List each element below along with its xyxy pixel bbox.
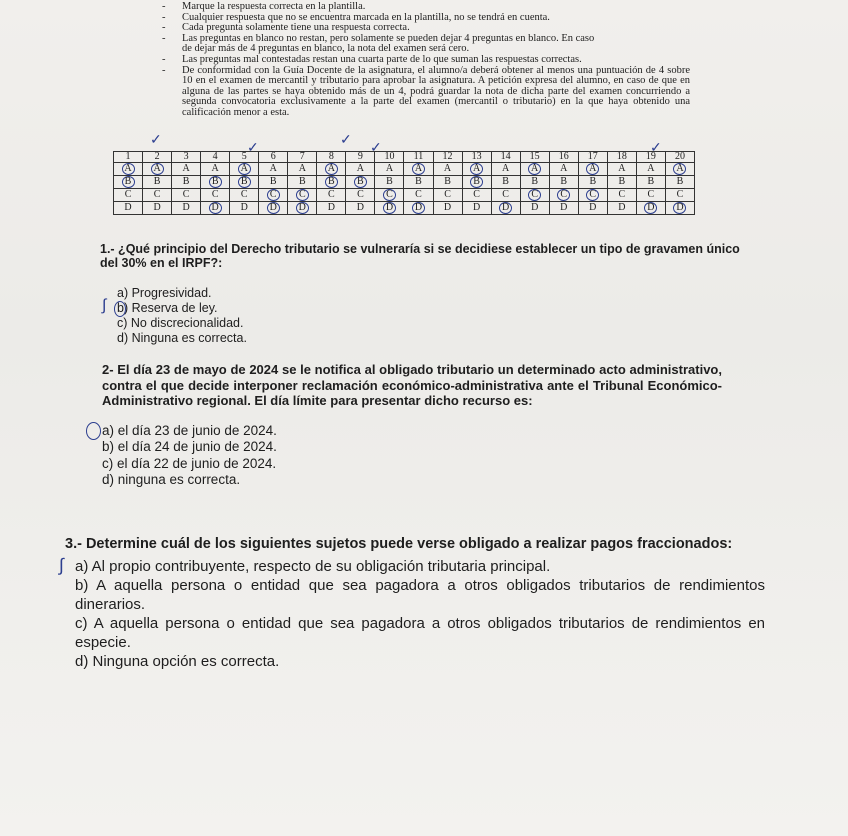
question-3 [59, 535, 765, 671]
checkmark-icon: ✓ [370, 139, 382, 155]
answer-option-cell [375, 189, 404, 202]
answer-option-cell [143, 202, 172, 215]
answer-option-cell [288, 176, 317, 189]
answer-option-letter: C [502, 189, 509, 200]
question-number-cell: 9 [346, 152, 375, 163]
answer-option-cell [491, 189, 520, 202]
answer-option-cell [578, 163, 607, 176]
question-1 [100, 242, 760, 346]
answer-option-cell [288, 163, 317, 176]
answer-option-cell [230, 176, 259, 189]
instruction-item: - Las preguntas mal contestadas restan una cuarta parte de lo que suman las respuestas correctas. [150, 55, 690, 66]
answer-option-cell [549, 163, 578, 176]
answer-option-letter: A [443, 163, 452, 174]
answer-sheet-row [114, 189, 695, 202]
answer-option-letter: D [327, 202, 335, 213]
question-3-option-a-label: a) Al propio contribuyente, respecto de su obligación tributaria principal. [75, 558, 551, 575]
answer-option-letter: C [211, 189, 219, 200]
answer-option-letter: D [673, 202, 686, 214]
answer-option-cell [520, 189, 549, 202]
question-2-option-a [102, 423, 722, 440]
answer-option-letter: C [444, 189, 451, 200]
answer-option-cell [346, 202, 375, 215]
answer-option-letter: D [296, 202, 309, 214]
answer-option-letter: C [676, 189, 684, 200]
answer-option-letter: C [328, 189, 335, 200]
question-2-option-d: d) ninguna es correcta. [102, 472, 241, 487]
question-number-cell: 6 [259, 152, 288, 163]
answer-option-letter: B [386, 176, 393, 187]
question-number-cell: 15 [520, 152, 549, 163]
answer-option-letter: C [153, 189, 161, 200]
answer-option-cell [114, 189, 143, 202]
answer-option-cell [462, 163, 491, 176]
answer-option-letter: A [211, 163, 219, 174]
answer-option-cell [433, 202, 462, 215]
question-number-cell: 1 [114, 152, 143, 163]
question-number-cell: 11 [404, 152, 433, 163]
question-2-option-c: c) el día 22 de junio de 2024. [102, 455, 277, 471]
answer-option-cell [172, 163, 201, 176]
answer-option-cell [375, 163, 404, 176]
answer-option-cell [346, 189, 375, 202]
answer-option-cell [172, 202, 201, 215]
answer-option-letter: D [499, 202, 512, 214]
answer-option-cell [259, 163, 288, 176]
check-tick-icon: ∫ [102, 297, 107, 314]
answer-option-cell [549, 189, 578, 202]
answer-option-cell [143, 189, 172, 202]
answer-option-cell [462, 202, 491, 215]
answer-sheet-row [114, 202, 695, 215]
answer-option-letter: A [647, 163, 655, 174]
answer-option-cell [259, 189, 288, 202]
answer-option-cell [259, 202, 288, 215]
answer-option-cell [404, 202, 433, 215]
answer-option-letter: A [673, 163, 686, 175]
question-2-option-b: b) el día 24 de junio de 2024. [102, 439, 277, 454]
answer-option-letter: C [296, 189, 309, 201]
answer-option-cell [491, 176, 520, 189]
answer-option-cell [288, 189, 317, 202]
answer-option-cell [404, 189, 433, 202]
answer-sheet-row [114, 163, 695, 176]
answer-option-letter: A [269, 163, 277, 174]
answer-option-letter: D [589, 202, 597, 213]
question-1-option-c: c) No discrecionalidad. [117, 316, 244, 330]
answer-option-letter: B [560, 176, 568, 187]
checkmark-icon: ✓ [247, 139, 259, 155]
answer-option-cell [665, 189, 694, 202]
answer-option-letter: B [470, 176, 483, 188]
answer-option-cell [462, 176, 491, 189]
answer-option-cell [578, 176, 607, 189]
instruction-item-continued: de dejar más de 4 preguntas en blanco, la nota del examen será cero. [182, 43, 470, 55]
answer-option-letter: D [412, 202, 425, 214]
answer-option-cell [143, 163, 172, 176]
answer-sheet-grid [113, 151, 695, 215]
answer-option-letter: D [267, 202, 280, 214]
answer-option-letter: B [676, 176, 684, 187]
question-3-option-b: b) A aquella persona o entidad que sea pagadora a otros obligados tributarios de rendimientos dinerarios. [75, 577, 765, 613]
answer-option-cell [578, 189, 607, 202]
answer-option-cell [665, 163, 694, 176]
answer-option-cell [520, 163, 549, 176]
question-number-cell: 8 [317, 152, 346, 163]
answer-option-letter: C [124, 189, 132, 200]
answer-option-cell [636, 202, 665, 215]
answer-option-letter: C [415, 189, 422, 200]
answer-option-letter: D [472, 202, 481, 213]
answer-option-cell [375, 202, 404, 215]
answer-option-cell [259, 176, 288, 189]
answer-option-cell [201, 163, 230, 176]
answer-option-cell [201, 189, 230, 202]
answer-option-letter: D [618, 202, 626, 213]
answer-option-cell [172, 176, 201, 189]
answer-option-cell [607, 176, 636, 189]
answer-option-cell [317, 202, 346, 215]
answer-option-cell [172, 189, 201, 202]
answer-option-letter: A [238, 163, 251, 175]
instructions-list [150, 2, 690, 119]
answer-option-cell [375, 176, 404, 189]
question-2-title: 2- El día 23 de mayo de 2024 se le notifica al obligado tributario un determinado acto administrativo, contra el que decide interponer reclamación económico-administrativa ante el Tribunal Económico-Administrativo regional. El día límite para presentar dicho recurso es: [102, 362, 722, 408]
answer-option-letter: D [153, 202, 161, 213]
answer-option-cell [491, 202, 520, 215]
answer-option-cell [143, 176, 172, 189]
answer-option-letter: B [531, 176, 539, 187]
question-2 [102, 362, 722, 489]
answer-option-letter: B [415, 176, 422, 187]
answer-option-cell [346, 163, 375, 176]
question-number-cell: 4 [201, 152, 230, 163]
answer-option-cell [549, 176, 578, 189]
question-1-option-d: d) Ninguna es correcta. [117, 331, 247, 345]
answer-option-letter: D [383, 202, 396, 214]
answer-option-cell [433, 189, 462, 202]
answer-option-letter: D [531, 202, 539, 213]
answer-option-letter: C [267, 189, 280, 201]
answer-option-letter: A [560, 163, 568, 174]
answer-option-letter: B [618, 176, 626, 187]
answer-option-letter: B [444, 176, 451, 187]
answer-option-letter: C [618, 189, 626, 200]
answer-option-cell [201, 202, 230, 215]
answer-option-cell [520, 176, 549, 189]
answer-option-letter: A [528, 163, 541, 175]
instruction-item: - De conformidad con la Guía Docente de la asignatura, el alumno/a deberá obtener al menos una puntuación de 4 sobre 10 en el examen de mercantil y tributario para aprobar la asignatura. A petición expresa del alumno, en caso de que en alguna de las partes se haya obtenido más de un 4, podrá guardar la nota de dicha parte del examen concurriendo a segunda convocatoria exclusivamente a la parte del examen (mercantil o tributario) en la que haya obtenido una calificación menor a esta. [150, 66, 690, 119]
answer-option-cell [230, 189, 259, 202]
answer-option-letter: B [325, 176, 338, 188]
checkmark-icon: ✓ [340, 131, 352, 147]
question-1-option-b [100, 297, 760, 316]
answer-sheet-header-row [114, 152, 695, 163]
answer-option-letter: C [182, 189, 190, 200]
answer-option-letter: A [182, 163, 190, 174]
answer-option-cell [491, 163, 520, 176]
answer-option-letter: D [240, 202, 248, 213]
question-1-option-a: a) Progresividad. [117, 286, 212, 300]
check-tick-icon: ∫ [59, 555, 64, 575]
question-number-cell: 3 [172, 152, 201, 163]
answer-option-cell [114, 163, 143, 176]
question-number-cell: 2 [143, 152, 172, 163]
answer-option-cell [404, 163, 433, 176]
answer-option-letter: B [182, 176, 190, 187]
answer-option-cell [433, 163, 462, 176]
instruction-item: - Marque la respuesta correcta en la plantilla. [150, 2, 690, 13]
answer-option-letter: D [443, 202, 452, 213]
answer-option-letter: C [357, 189, 364, 200]
answer-option-cell [636, 189, 665, 202]
answer-option-letter: A [412, 163, 425, 175]
checkmark-icon: ✓ [150, 131, 162, 147]
answer-option-letter: C [473, 189, 480, 200]
answer-option-cell [230, 163, 259, 176]
question-number-cell: 13 [462, 152, 491, 163]
answer-option-cell [607, 189, 636, 202]
answer-option-cell [665, 202, 694, 215]
question-number-cell: 19 [636, 152, 665, 163]
instruction-item: - Cualquier respuesta que no se encuentra marcada en la plantilla, no se tendrá en cuenta. [150, 13, 690, 24]
question-2-option-a-label: a) el día 23 de junio de 2024. [102, 422, 277, 438]
answer-option-letter: B [298, 176, 306, 187]
answer-option-letter: A [502, 163, 510, 174]
answer-option-letter: B [502, 176, 509, 187]
checkmark-icon: ✓ [650, 139, 662, 155]
answer-option-letter: C [586, 189, 599, 201]
answer-option-letter: B [209, 176, 222, 188]
answer-option-cell [317, 189, 346, 202]
answer-option-cell [636, 176, 665, 189]
answer-option-letter: D [560, 202, 568, 213]
answer-option-letter: C [528, 189, 541, 201]
answer-option-cell [636, 163, 665, 176]
answer-option-cell [520, 202, 549, 215]
answer-option-letter: D [209, 202, 222, 214]
answer-option-letter: B [269, 176, 277, 187]
answer-option-letter: B [589, 176, 597, 187]
instruction-item: - Las preguntas en blanco no restan, pero solamente se pueden dejar 4 preguntas en blanco. En caso [150, 34, 690, 45]
question-3-option-d: d) Ninguna opción es correcta. [75, 653, 280, 670]
question-3-option-a [59, 555, 765, 576]
answer-option-cell [462, 189, 491, 202]
answer-option-letter: D [124, 202, 132, 213]
answer-option-cell [114, 176, 143, 189]
answer-option-cell [114, 202, 143, 215]
question-number-cell: 16 [549, 152, 578, 163]
answer-option-letter: A [356, 163, 365, 174]
answer-option-letter: C [557, 189, 570, 201]
question-number-cell: 20 [665, 152, 694, 163]
answer-option-letter: B [238, 176, 251, 188]
answer-option-letter: B [354, 176, 367, 188]
question-number-cell: 12 [433, 152, 462, 163]
answer-circle-icon [114, 301, 126, 317]
question-3-title: 3.- Determine cuál de los siguientes sujetos puede verse obligado a realizar pagos fraccionados: [65, 536, 733, 552]
question-number-cell: 14 [491, 152, 520, 163]
question-1-title: 1.- ¿Qué principio del Derecho tributario se vulneraría si se decidiese establecer un tipo de gravamen único del 30% en el IRPF?: [100, 242, 740, 270]
answer-option-letter: C [383, 189, 396, 201]
answer-option-cell [288, 202, 317, 215]
answer-option-letter: D [356, 202, 365, 213]
question-number-cell: 17 [578, 152, 607, 163]
answer-sheet-row [114, 176, 695, 189]
question-number-cell: 5 [230, 152, 259, 163]
answer-option-letter: D [644, 202, 657, 214]
answer-option-letter: A [151, 163, 164, 175]
answer-option-cell [665, 176, 694, 189]
answer-option-letter: A [298, 163, 306, 174]
answer-option-letter: C [647, 189, 655, 200]
answer-option-letter: B [153, 176, 161, 187]
answer-option-cell [317, 176, 346, 189]
answer-option-cell [433, 176, 462, 189]
answer-option-cell [201, 176, 230, 189]
answer-option-letter: D [182, 202, 190, 213]
answer-option-cell [346, 176, 375, 189]
answer-option-cell [317, 163, 346, 176]
answer-option-letter: B [647, 176, 655, 187]
instruction-item: - Cada pregunta solamente tiene una respuesta correcta. [150, 23, 690, 34]
answer-option-cell [230, 202, 259, 215]
answer-option-letter: A [385, 163, 394, 174]
answer-option-cell [549, 202, 578, 215]
answer-option-letter: B [122, 176, 135, 188]
answer-circle-icon [86, 422, 101, 440]
answer-option-cell [404, 176, 433, 189]
answer-option-cell [607, 202, 636, 215]
answer-option-cell [607, 163, 636, 176]
question-number-cell: 7 [288, 152, 317, 163]
answer-option-letter: A [470, 163, 483, 175]
question-number-cell: 10 [375, 152, 404, 163]
answer-option-letter: C [240, 189, 248, 200]
question-number-cell: 18 [607, 152, 636, 163]
answer-option-letter: A [122, 163, 135, 175]
question-3-option-c: c) A aquella persona o entidad que sea pagadora a otros obligados tributarios de rendimientos en especie. [75, 615, 765, 651]
question-1-option-b-label: b) Reserva de ley. [117, 301, 218, 315]
answer-option-letter: A [586, 163, 599, 175]
answer-option-letter: A [325, 163, 338, 175]
answer-option-letter: A [618, 163, 626, 174]
answer-option-cell [578, 202, 607, 215]
